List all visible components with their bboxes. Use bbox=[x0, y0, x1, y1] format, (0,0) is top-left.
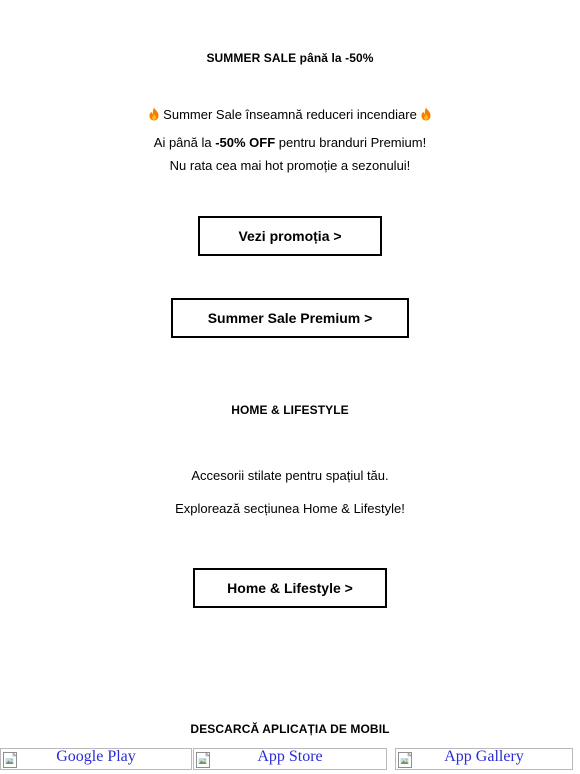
google-play-link[interactable] bbox=[0, 748, 192, 770]
home-lifestyle-line-1: Accesorii stilate pentru spațiul tău. bbox=[191, 468, 389, 483]
summer-sale-premium-button[interactable]: Summer Sale Premium > bbox=[171, 298, 409, 338]
home-lifestyle-line-2: Explorează secțiunea Home & Lifestyle! bbox=[175, 501, 405, 516]
summer-sale-line-2 bbox=[0, 135, 580, 151]
summer-sale-line-1 bbox=[0, 107, 580, 123]
broken-image-icon bbox=[398, 752, 414, 768]
broken-image-icon bbox=[196, 752, 212, 768]
app-store-link[interactable] bbox=[193, 748, 387, 770]
summer-sale-line-1-text: Summer Sale înseamnă reduceri incendiare bbox=[163, 107, 417, 122]
summer-sale-line-2-prefix: Ai până la bbox=[153, 135, 216, 150]
home-lifestyle-title: HOME & LIFESTYLE bbox=[231, 403, 349, 417]
summer-sale-line-2-suffix: pentru branduri Premium! bbox=[275, 135, 427, 150]
summer-sale-title: SUMMER SALE până la -50% bbox=[206, 51, 374, 65]
google-play-label: Google Play bbox=[56, 748, 136, 765]
broken-image-icon bbox=[3, 752, 19, 768]
fire-icon bbox=[148, 107, 160, 121]
discount-highlight: -50% OFF bbox=[215, 135, 276, 150]
home-lifestyle-button[interactable]: Home & Lifestyle > bbox=[193, 568, 387, 608]
view-promo-button[interactable]: Vezi promoția > bbox=[198, 216, 382, 256]
app-gallery-label: App Gallery bbox=[444, 748, 524, 765]
app-download-title: DESCARCĂ APLICAȚIA DE MOBIL bbox=[190, 722, 390, 736]
fire-icon bbox=[420, 107, 432, 121]
summer-sale-line-3: Nu rata cea mai hot promoție a sezonului! bbox=[169, 158, 411, 173]
app-gallery-link[interactable] bbox=[395, 748, 573, 770]
app-store-label: App Store bbox=[257, 748, 323, 765]
